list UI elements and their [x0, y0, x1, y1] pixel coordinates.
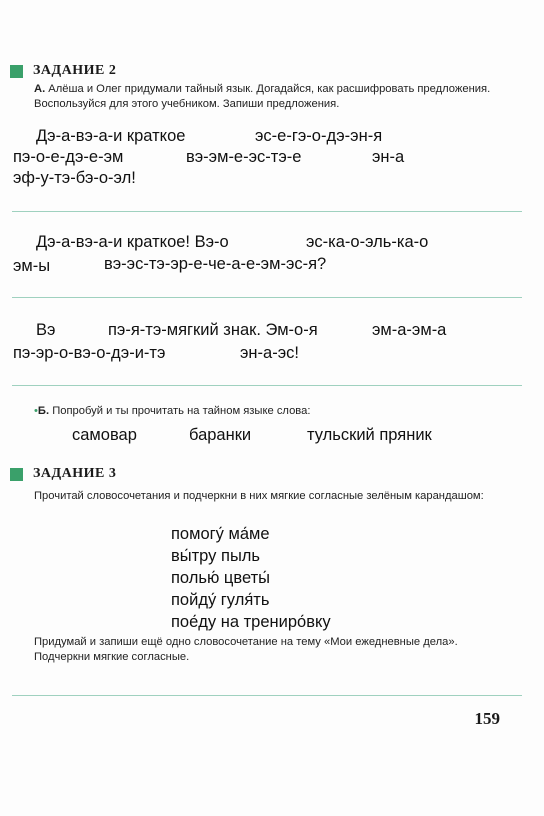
- task-marker-icon: [10, 65, 23, 78]
- secret-word: тульский пряник: [307, 426, 432, 444]
- task3-header: [10, 466, 116, 482]
- answer-line[interactable]: [12, 385, 522, 386]
- cipher-word: вэ-эс-тэ-эр-е-че-а-е-эм-эс-я?: [104, 255, 327, 273]
- page-number: 159: [474, 709, 500, 728]
- phrase: вы́тру пыль: [171, 547, 261, 565]
- task3-instruction: Прочитай словосочетания и подчеркни в них мягкие согласные зелёным карандашом:: [34, 490, 484, 502]
- part-b-letter: Б.: [37, 405, 50, 417]
- cipher-word: эф-у-тэ-бэ-о-эл!: [13, 169, 136, 187]
- phrase: пойду́ гуля́ть: [171, 591, 270, 609]
- star-icon: •: [34, 405, 38, 417]
- secret-word: баранки: [189, 426, 252, 444]
- cipher-word: эн-а-эс!: [240, 344, 299, 362]
- cipher-word: пэ-я-тэ-мягкий знак. Эм-о-я: [108, 321, 318, 339]
- answer-line[interactable]: [12, 695, 522, 696]
- cipher-word: вэ-эм-е-эс-тэ-е: [186, 148, 302, 166]
- task2-header: [10, 63, 116, 79]
- cipher-word: эм-а-эм-а: [372, 321, 447, 339]
- task2-part-a-instruction: [34, 82, 510, 112]
- cipher-word: эн-а: [372, 148, 405, 166]
- part-b-text: Попробуй и ты прочитать на тайном языке слова:: [52, 405, 311, 417]
- phrase: помогу́ ма́ме: [171, 525, 270, 543]
- task2-part-b-instruction: [34, 404, 310, 419]
- phrase: пое́ду на трениро́вку: [171, 613, 331, 631]
- cipher-word: пэ-о-е-дэ-е-эм: [13, 148, 124, 166]
- task3-extra-instruction: Придумай и запиши ещё одно словосочетание на тему «Мои ежедневные дела». Подчеркни мягкие согласные.: [34, 636, 458, 663]
- cipher-word: Дэ-а-вэ-а-и краткое: [36, 127, 186, 145]
- cipher-word: эс-ка-о-эль-ка-о: [306, 233, 429, 251]
- task3-title: ЗАДАНИЕ 3: [33, 466, 117, 481]
- cipher-word: эм-ы: [13, 257, 51, 275]
- secret-word: самовар: [72, 426, 137, 444]
- cipher-word: пэ-эр-о-вэ-о-дэ-и-тэ: [13, 344, 166, 362]
- phrase: полью́ цветы́: [171, 569, 271, 587]
- part-a-letter: А.: [34, 83, 46, 95]
- answer-line[interactable]: [12, 211, 522, 212]
- task-marker-icon: [10, 468, 23, 481]
- task2-title: ЗАДАНИЕ 2: [33, 63, 117, 78]
- answer-line[interactable]: [12, 297, 522, 298]
- cipher-word: Дэ-а-вэ-а-и краткое! Вэ-о: [36, 233, 229, 251]
- cipher-word: Вэ: [36, 321, 56, 339]
- cipher-word: эс-е-гэ-о-дэ-эн-я: [255, 127, 383, 145]
- part-a-text: Алёша и Олег придумали тайный язык. Догадайся, как расшифровать предложения. Воспользуйся для этого учебником. Запиши предложения.: [34, 83, 491, 110]
